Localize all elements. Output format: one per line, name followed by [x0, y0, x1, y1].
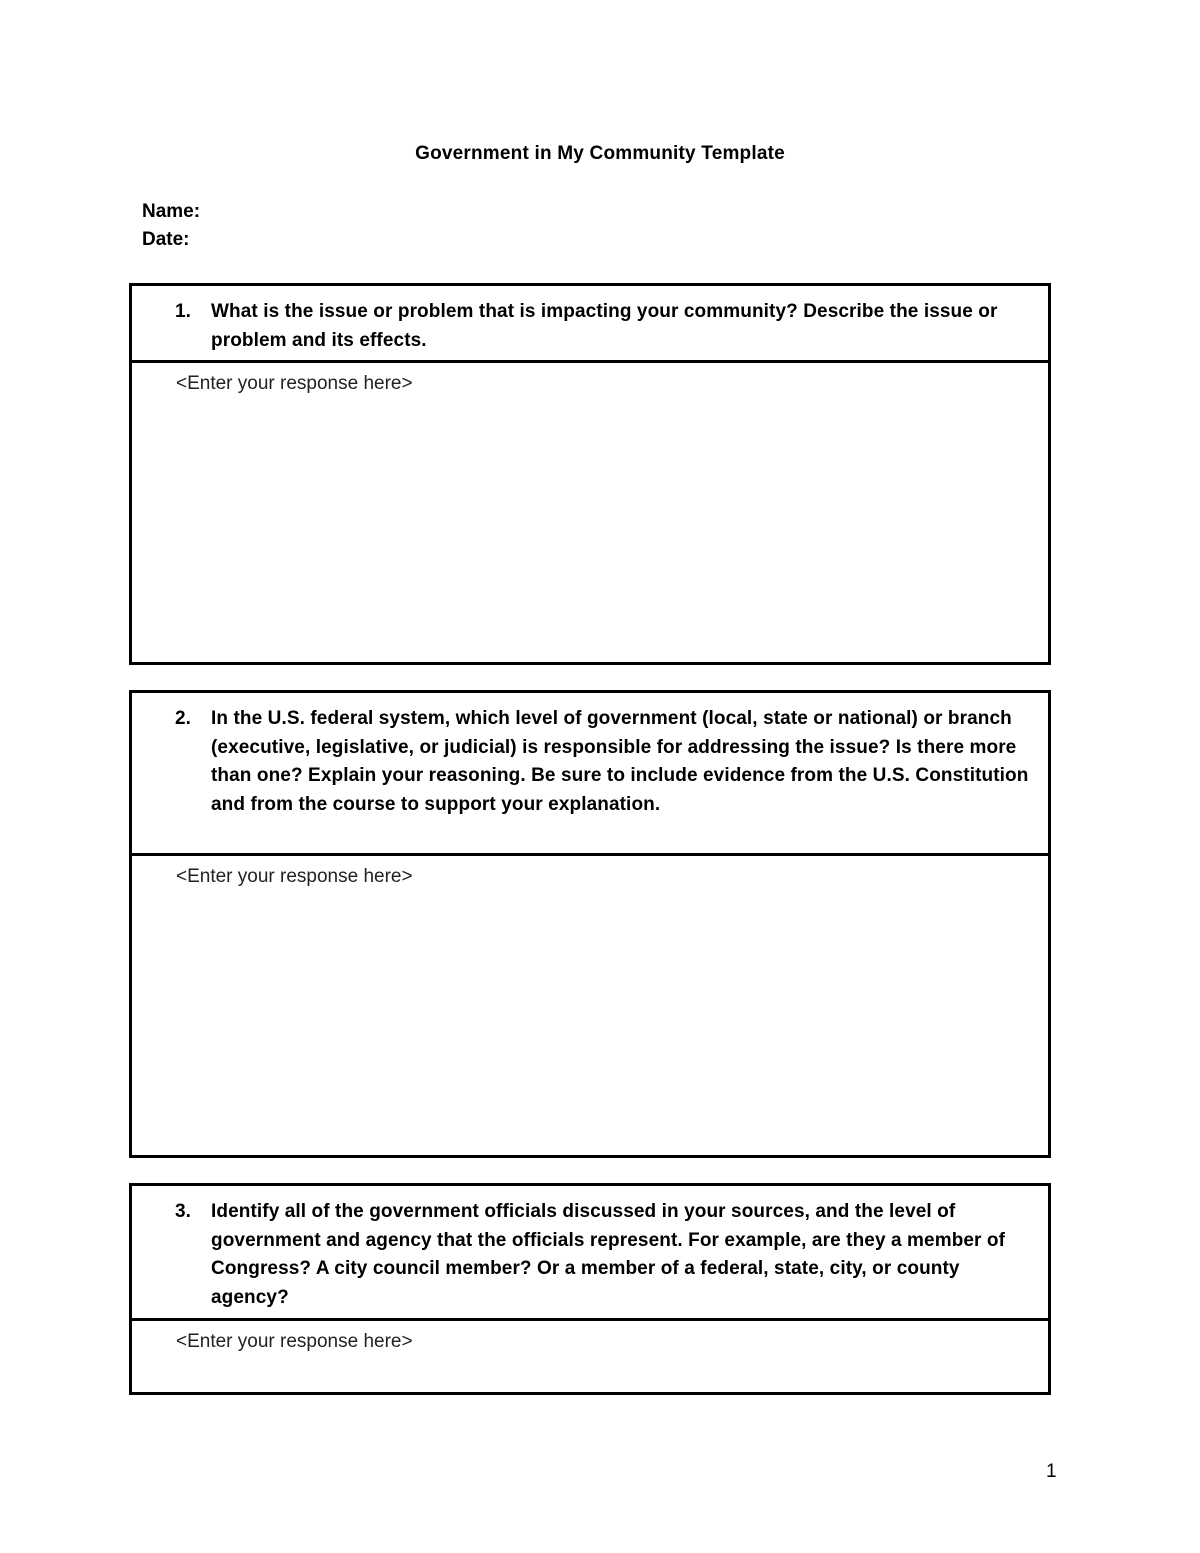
question-3-box	[129, 1183, 1051, 1395]
question-1-number: 1.	[175, 301, 191, 322]
question-3-response-placeholder[interactable]: <Enter your response here>	[176, 1331, 413, 1352]
name-label: Name:	[142, 201, 201, 222]
question-3-header	[132, 1186, 1048, 1321]
question-1-response-placeholder[interactable]: <Enter your response here>	[176, 373, 413, 394]
question-3-text: Identify all of the government officials discussed in your sources, and the level of government and agency that the officials represent. For example, are they a member of Congress? A city council member? Or a member of a federal, state, city, or county agency?	[211, 1201, 1006, 1308]
question-1-response-area[interactable]	[132, 363, 1048, 662]
question-1-text: What is the issue or problem that is impacting your community? Describe the issue or problem and its effects.	[211, 301, 998, 351]
question-2-header	[132, 693, 1048, 856]
question-2-box	[129, 690, 1051, 1158]
page-number: 1	[1046, 1461, 1057, 1482]
question-2-response-area[interactable]	[132, 856, 1048, 1155]
question-3-response-area[interactable]	[132, 1321, 1048, 1392]
document-title: Government in My Community Template	[415, 143, 785, 164]
question-1-header	[132, 286, 1048, 363]
question-1-box	[129, 283, 1051, 665]
question-2-text: In the U.S. federal system, which level of government (local, state or national) or branch (executive, legislative, or judicial) is responsible for addressing the issue? Is there more than one? Explain your reasoning. Be sure to include evidence from the U.S. Constitution and from the course to support your explanation.	[211, 708, 1029, 815]
question-2-number: 2.	[175, 708, 191, 729]
question-2-response-placeholder[interactable]: <Enter your response here>	[176, 866, 413, 887]
question-3-number: 3.	[175, 1201, 191, 1222]
date-label: Date:	[142, 229, 190, 250]
